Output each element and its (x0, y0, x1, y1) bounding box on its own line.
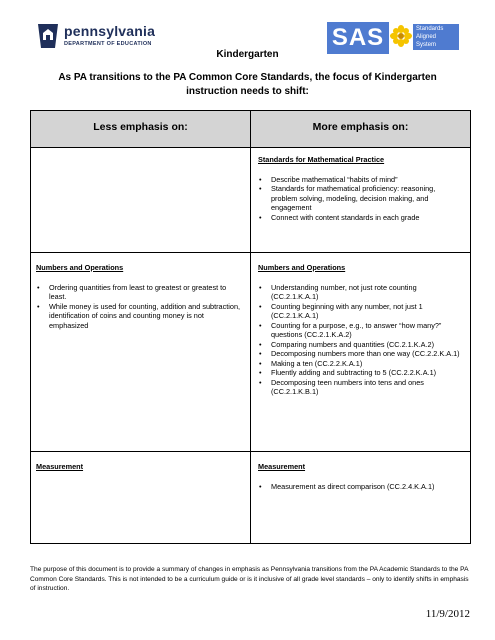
sas-subtitle: Standards Aligned System (413, 24, 459, 50)
keystone-icon (36, 22, 60, 50)
emphasis-table (30, 110, 471, 544)
list-item: • Measurement as direct comparison (CC.2.4.K.A.1) (258, 482, 463, 492)
list-item: • Standards for mathematical proficiency: reasoning, problem solving, modeling, decision making, and engagement (258, 184, 463, 213)
numbers-more-list (258, 283, 463, 397)
list-item: • Comparing numbers and quantities (CC.2.1.K.A.2) (258, 340, 463, 350)
sas-wordmark: SAS (327, 22, 389, 54)
list-item: • Decomposing numbers more than one way (CC.2.2.K.A.1) (258, 349, 463, 359)
practice-more-cell (258, 155, 463, 222)
section-title: Standards for Mathematical Practice (258, 155, 385, 164)
section-title: Measurement (36, 462, 84, 471)
section-title: Measurement (258, 462, 306, 471)
numbers-more-cell (258, 263, 463, 397)
less-emphasis-header: Less emphasis on: (93, 121, 188, 133)
list-item: • Decomposing teen numbers into tens and ones (CC.2.1.K.B.1) (258, 378, 463, 397)
practice-more-list (258, 175, 463, 223)
measurement-more-cell (258, 462, 463, 491)
flower-icon (390, 25, 412, 47)
list-item: • Fluently adding and subtracting to 5 (CC.2.2.K.A.1) (258, 368, 463, 378)
document-date: 11/9/2012 (425, 608, 470, 620)
measurement-more-list (258, 482, 463, 492)
page-heading: As PA transitions to the PA Common Core Standards, the focus of Kindergarten instruction needs to shift: (58, 72, 437, 97)
page-title: Kindergarten (216, 49, 279, 60)
list-item: • Connect with content standards in each grade (258, 213, 463, 223)
list-item: • Making a ten (CC.2.2.K.A.1) (258, 359, 463, 369)
section-title: Numbers and Operations (36, 263, 124, 272)
numbers-less-list (36, 283, 241, 331)
list-item: • Counting beginning with any number, not just 1 (CC.2.1.K.A.1) (258, 302, 463, 321)
list-item: • Counting for a purpose, e.g., to answer “how many?” questions (CC.2.1.K.A.2) (258, 321, 463, 340)
list-item: • Understanding number, not just rote counting (CC.2.1.K.A.1) (258, 283, 463, 302)
column-divider (250, 111, 251, 543)
footer-note: The purpose of this document is to provide a summary of changes in emphasis as Pennsylvania transitions from the PA Academic Standards to the PA Common Core Standards. This is not intended to be a curriculum guide or is it inclusive of all grade level standards – only to identify shifts in emphasis of instruction. (30, 566, 469, 592)
list-item: • While money is used for counting, addition and subtraction, identification of coins and counting money is not emphasized (36, 302, 241, 331)
pa-department: DEPARTMENT OF EDUCATION (64, 41, 152, 47)
pa-department-logo (36, 22, 186, 50)
list-item: • Ordering quantities from least to greatest or greatest to least. (36, 283, 241, 302)
more-emphasis-header: More emphasis on: (312, 121, 409, 133)
row-divider (31, 252, 470, 253)
list-item: • Describe mathematical “habits of mind” (258, 175, 463, 185)
pa-name: pennsylvania (64, 23, 156, 39)
row-divider (31, 451, 470, 452)
numbers-less-cell (36, 263, 241, 330)
measurement-less-cell (36, 462, 241, 482)
section-title: Numbers and Operations (258, 263, 346, 272)
